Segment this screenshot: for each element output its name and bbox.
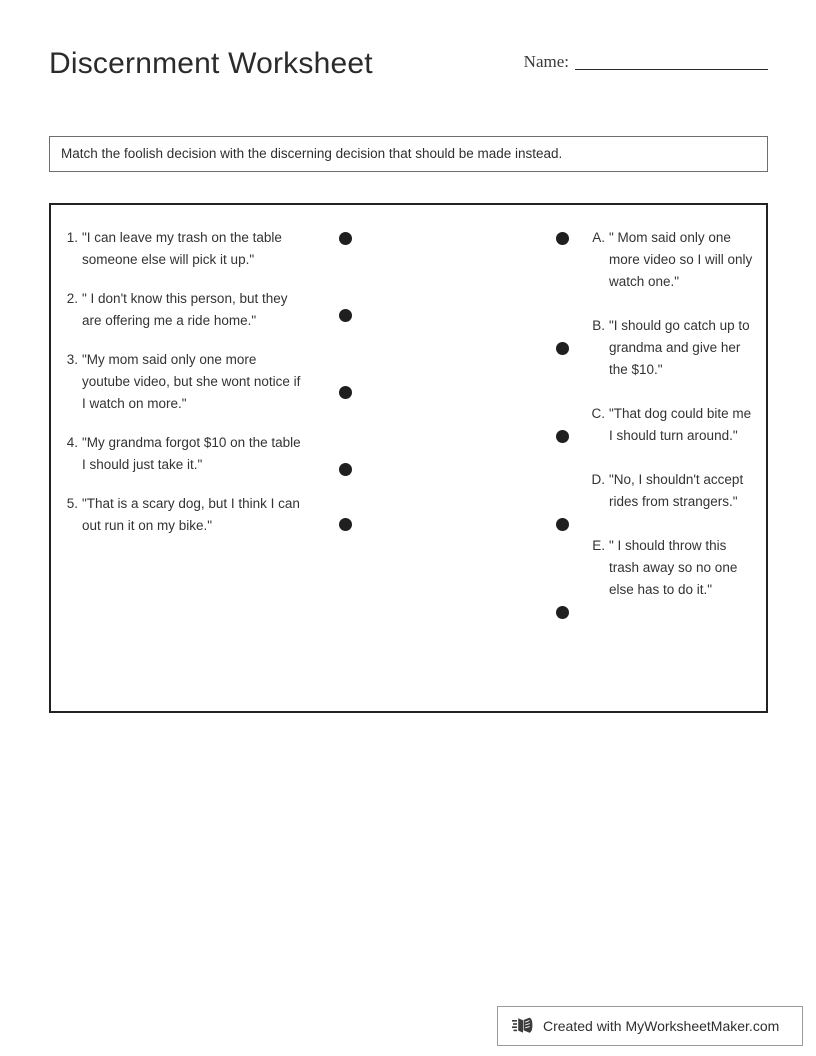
right-column	[591, 227, 761, 601]
item-number: 1.	[66, 230, 78, 245]
filled-circle-icon[interactable]	[339, 518, 352, 531]
item-text: " I don't know this person, but they are offering me a ride home."	[82, 291, 288, 328]
item-number: 5.	[66, 496, 78, 511]
filled-circle-icon[interactable]	[556, 606, 569, 619]
item-text: "My mom said only one more youtube video, but she wont notice if I watch on more."	[82, 352, 301, 411]
match-dot-slot-4[interactable]	[335, 458, 355, 480]
footer-attribution-text: Created with MyWorksheetMaker.com	[543, 1018, 780, 1034]
footer-attribution-badge[interactable]	[497, 1006, 803, 1046]
instructions-box	[49, 136, 768, 172]
match-dot-slot-d[interactable]	[552, 513, 572, 535]
item-number: 2.	[66, 291, 78, 306]
left-column	[65, 227, 365, 537]
option-text: " I should throw this trash away so no one else has to do it."	[609, 538, 738, 597]
option-text: " Mom said only one more video so I will only watch one."	[609, 230, 753, 289]
option-letter: B.	[592, 318, 605, 333]
filled-circle-icon[interactable]	[339, 386, 352, 399]
list-item	[591, 535, 761, 601]
option-text: "I should go catch up to grandma and give her the $10."	[609, 318, 750, 377]
item-text: "I can leave my trash on the table someone else will pick it up."	[82, 230, 282, 267]
worksheet-maker-logo-icon	[512, 1015, 534, 1037]
match-dot-slot-5[interactable]	[335, 513, 355, 535]
name-input-line[interactable]	[575, 69, 768, 70]
match-dot-slot-e[interactable]	[552, 601, 572, 623]
option-letter: E.	[592, 538, 605, 553]
list-item	[65, 288, 365, 332]
item-number: 3.	[66, 352, 78, 367]
match-dot-slot-1[interactable]	[335, 227, 355, 249]
list-item	[591, 469, 761, 513]
list-item	[65, 227, 365, 271]
filled-circle-icon[interactable]	[556, 518, 569, 531]
name-label: Name:	[523, 52, 569, 71]
filled-circle-icon[interactable]	[339, 463, 352, 476]
list-item	[65, 432, 365, 476]
instructions-text: Match the foolish decision with the discerning decision that should be made instead.	[61, 146, 563, 161]
list-item	[65, 349, 365, 415]
option-letter: D.	[591, 472, 605, 487]
left-match-dots	[335, 227, 355, 535]
list-item	[591, 227, 761, 293]
list-item	[591, 403, 761, 447]
worksheet-header	[49, 44, 768, 94]
match-dot-slot-2[interactable]	[335, 304, 355, 326]
list-item	[65, 493, 365, 537]
match-dot-slot-c[interactable]	[552, 425, 572, 447]
filled-circle-icon[interactable]	[556, 342, 569, 355]
match-dot-slot-3[interactable]	[335, 381, 355, 403]
option-letter: A.	[592, 230, 605, 245]
name-field-group	[524, 52, 768, 74]
option-text: "That dog could bite me I should turn around."	[609, 406, 752, 443]
item-number: 4.	[66, 435, 78, 450]
match-dot-slot-b[interactable]	[552, 337, 572, 359]
list-item	[591, 315, 761, 381]
option-letter: C.	[591, 406, 605, 421]
right-match-dots	[552, 227, 572, 623]
filled-circle-icon[interactable]	[556, 430, 569, 443]
match-dot-slot-a[interactable]	[552, 227, 572, 249]
item-text: "My grandma forgot $10 on the table I should just take it."	[82, 435, 301, 472]
filled-circle-icon[interactable]	[339, 309, 352, 322]
page-title: Discernment Worksheet	[49, 47, 373, 80]
option-text: "No, I shouldn't accept rides from strangers."	[609, 472, 744, 509]
item-text: "That is a scary dog, but I think I can out run it on my bike."	[82, 496, 300, 533]
matching-exercise-box	[49, 203, 768, 713]
filled-circle-icon[interactable]	[556, 232, 569, 245]
filled-circle-icon[interactable]	[339, 232, 352, 245]
